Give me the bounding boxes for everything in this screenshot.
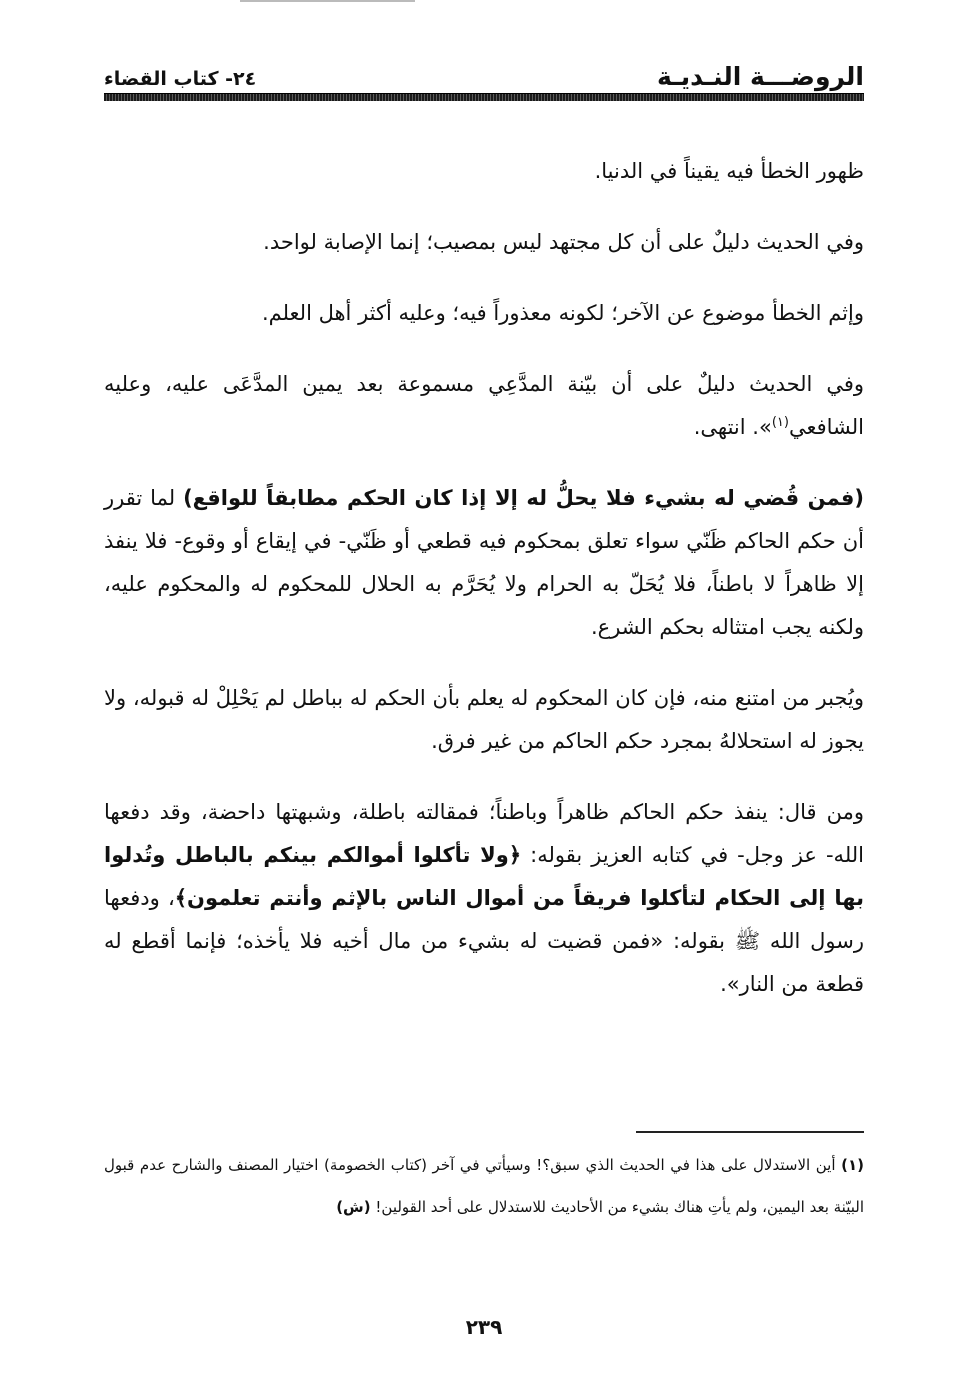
main-text bbox=[104, 150, 864, 1006]
paragraph-5: (فمن قُضي له بشيء فلا يحلُّ له إلا إذا كان الحكم مطابقاً للواقع) لما تقرر أن حكم الحاكم ظَنّي سواء تعلق بمحكوم فيه قطعي أو ظَنّي- في إيقاع أو وقوع- فلا ينفذ إلا ظاهراً لا باطناً، فلا يُحَلّ به الحرام ولا يُحَرَّم به الحلال للمحكوم له والمحكوم عليه، ولكنه يجب امتثاله بحكم الشرع. bbox=[104, 486, 864, 639]
page-number: ٢٣٩ bbox=[465, 1315, 503, 1339]
paragraph-1: ظهور الخطأ فيه يقيناً في الدنيا. bbox=[594, 159, 864, 183]
footnote-divider bbox=[636, 1131, 864, 1133]
footnote-number: (١) bbox=[841, 1156, 864, 1174]
footnote bbox=[104, 1144, 864, 1228]
paragraph-3: وإثم الخطأ موضوع عن الآخر؛ لكونه معذوراً فيه؛ وعليه أكثر أهل العلم. bbox=[261, 301, 864, 325]
paragraph-4: وفي الحديث دليلٌ على أن بيّنة المدَّعِي مسموعة بعد يمين المدَّعَى عليه، وعليه الشافعي$^{(١)}$». انتهى. bbox=[104, 372, 864, 439]
scan-edge-mark bbox=[240, 0, 415, 2]
matn-quote: (فمن قُضي له بشيء فلا يحلُّ له إلا إذا كان الحكم مطابقاً للواقع) bbox=[183, 486, 864, 510]
footnote-text: أين الاستدلال على هذا في الحديث الذي سبق؟! وسيأتي في آخر (كتاب الخصومة) اختيار المصنف والشارح عدم قبول البيّنة بعد اليمين، ولم يأتِ هناك بشيء من الأحاديث للاستدلال على أحد القولين! bbox=[104, 1156, 864, 1216]
chapter-title: ٢٤- كتاب القضاء bbox=[104, 68, 257, 90]
footnote-signature: (ش) bbox=[336, 1198, 371, 1216]
running-header bbox=[104, 58, 864, 92]
paragraph-7: ومن قال: ينفذ حكم الحاكم ظاهراً وباطناً؛ فمقالته باطلة، وشبهتها داحضة، وقد دفعها الله- عز وجل- في كتابه العزيز بقوله: ﴿ولا تأكلوا أموالكم بينكم بالباطل وتُدلوا بها إلى الحكام لتأكلوا فريقاً من أموال الناس بالإثم وأنتم تعلمون﴾، ودفعها رسول الله ﷺ بقوله: «فمن قضيت له بشيء من مال أخيه فلا يأخذه؛ فإنما أقطع له قطعة من النار». bbox=[104, 800, 865, 996]
header-divider bbox=[104, 93, 864, 101]
book-title: الروضـــة النـديـة bbox=[657, 62, 864, 91]
footnote-reference[interactable]: (١) bbox=[771, 415, 789, 430]
paragraph-6: ويُجبر من امتنع منه، فإن كان المحكوم له يعلم بأن الحكم له بباطل لم يَحْلِلْ له قبوله، ولا يجوز له استحلالهُ بمجرد حكم الحاكم من غير فرق. bbox=[104, 686, 864, 753]
paragraph-2: وفي الحديث دليلٌ على أن كل مجتهد ليس بمصيب؛ إنما الإصابة لواحد. bbox=[263, 230, 864, 254]
quran-verse: ﴿ولا تأكلوا أموالكم بينكم بالباطل وتُدلوا بها إلى الحكام لتأكلوا فريقاً من أموال الناس بالإثم وأنتم تعلمون﴾ bbox=[104, 843, 864, 910]
